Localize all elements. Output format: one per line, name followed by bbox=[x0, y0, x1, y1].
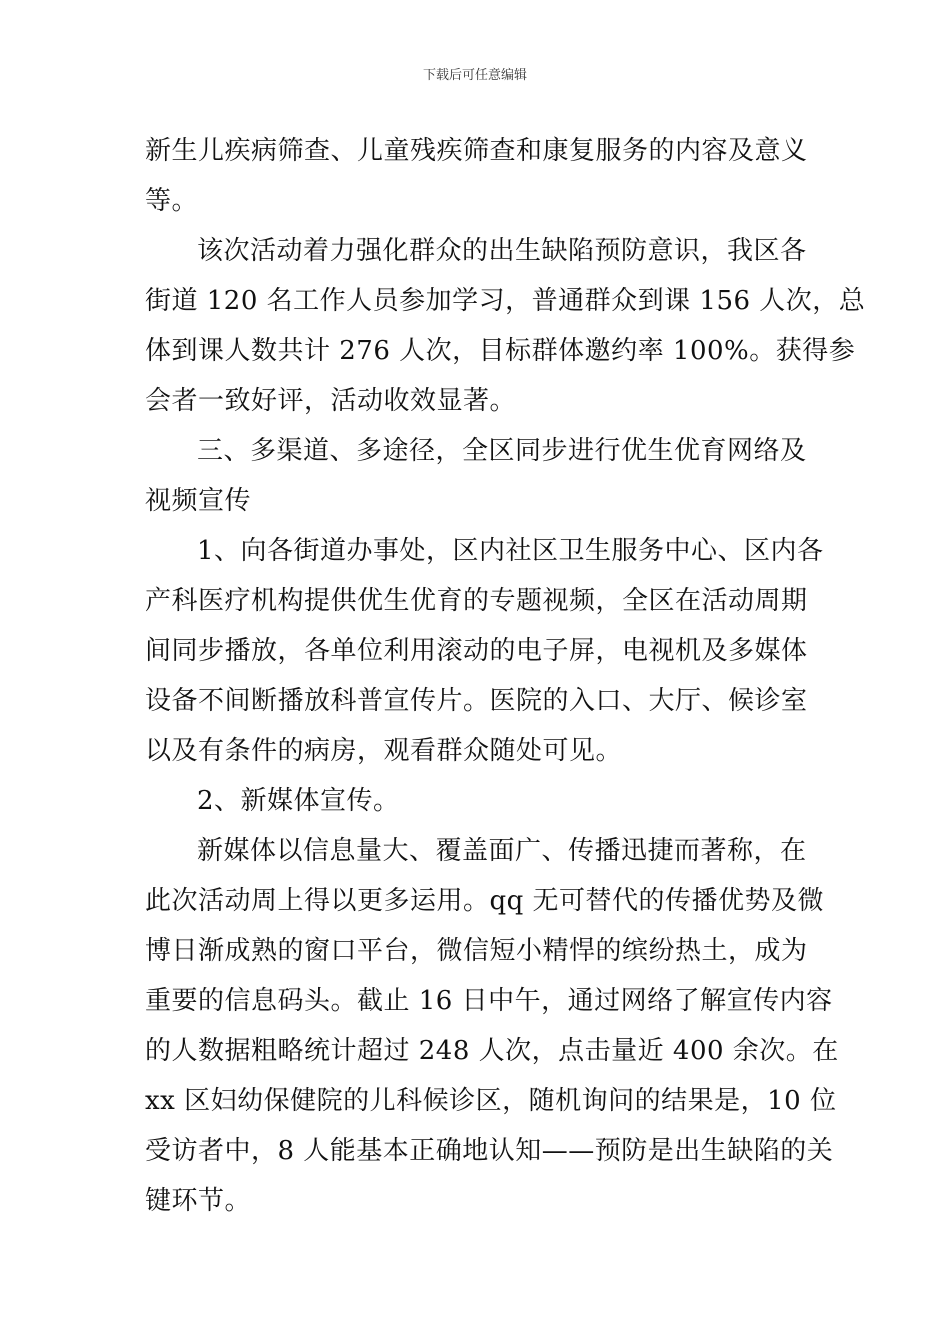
text-line: 博日渐成熟的窗口平台，微信短小精悍的缤纷热土，成为 bbox=[145, 936, 808, 966]
text-line: 重要的信息码头。截止 16 日中午，通过网络了解宣传内容 bbox=[145, 986, 833, 1016]
page-header: 下载后可任意编辑 bbox=[422, 68, 527, 83]
subsection-heading: 2、新媒体宣传。 bbox=[197, 786, 400, 816]
text-line: 受访者中，8 人能基本正确地认知——预防是出生缺陷的关 bbox=[145, 1136, 834, 1166]
text-line: 1、向各街道办事处，区内社区卫生服务中心、区内各 bbox=[197, 536, 824, 566]
text-line: 的人数据粗略统计超过 248 人次，点击量近 400 余次。在 bbox=[145, 1036, 839, 1066]
text-line: xx 区妇幼保健院的儿科候诊区，随机询问的结果是，10 位 bbox=[145, 1086, 837, 1116]
section-heading: 视频宣传 bbox=[145, 486, 252, 516]
text-line: 该次活动着力强化群众的出生缺陷预防意识，我区各 bbox=[197, 236, 807, 266]
text-line: 新媒体以信息量大、覆盖面广、传播迅捷而著称，在 bbox=[197, 836, 807, 866]
text-line: 体到课人数共计 276 人次，目标群体邀约率 100%。获得参 bbox=[145, 336, 856, 366]
document-body bbox=[145, 126, 866, 1226]
text-line: 此次活动周上得以更多运用。qq 无可替代的传播优势及微 bbox=[145, 886, 825, 916]
text-line: 等。 bbox=[145, 186, 199, 216]
section-heading: 三、多渠道、多途径，全区同步进行优生优育网络及 bbox=[197, 436, 807, 466]
text-line: 街道 120 名工作人员参加学习，普通群众到课 156 人次，总 bbox=[145, 286, 866, 316]
text-line: 以及有条件的病房，观看群众随处可见。 bbox=[145, 736, 623, 766]
text-line: 会者一致好评，活动收效显著。 bbox=[145, 386, 517, 416]
text-line: 新生儿疾病筛查、儿童残疾筛查和康复服务的内容及意义 bbox=[145, 136, 808, 166]
text-line: 产科医疗机构提供优生优育的专题视频，全区在活动周期 bbox=[145, 586, 808, 616]
text-line: 间同步播放，各单位利用滚动的电子屏，电视机及多媒体 bbox=[145, 636, 808, 666]
text-line: 键环节。 bbox=[145, 1186, 252, 1216]
text-line: 设备不间断播放科普宣传片。医院的入口、大厅、候诊室 bbox=[145, 686, 808, 716]
